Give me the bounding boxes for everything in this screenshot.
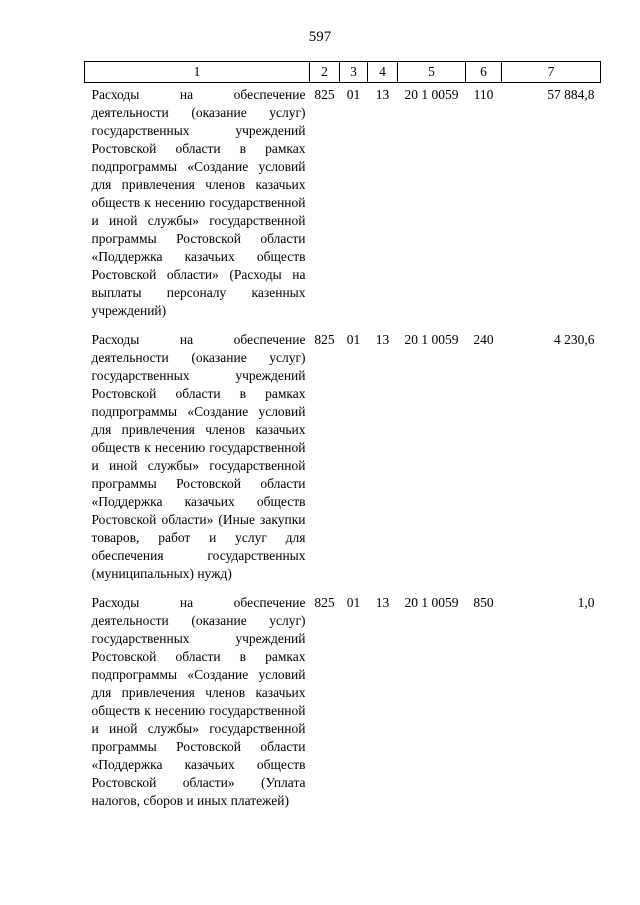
header-column-5: 5 [398, 62, 466, 83]
row-expense-type: 110 [473, 87, 494, 102]
page-number: 597 [308, 29, 332, 45]
table-row [85, 591, 601, 818]
row-section-code: 01 [346, 87, 361, 102]
row-expense-type: 850 [473, 595, 494, 610]
table-header-row [85, 62, 601, 83]
table-row [85, 328, 601, 591]
row-subsection-code: 13 [375, 595, 390, 610]
row-description: Расходы на обеспечение деятельности (оказание услуг) государственных учреждений Ростовской области в рамках подпрограммы «Создание условий для привлечения членов казачьих обществ к несению государственной и иной службы» государственной программы Ростовской области «Поддержка казачьих обществ Ростовской области» (Иные закупки товаров, работ и услуг для обеспечения государственных (муниципальных) нужд) [91, 332, 306, 581]
budget-table [84, 61, 601, 818]
row-ministry-code: 825 [314, 332, 335, 347]
row-ministry-code: 825 [314, 595, 335, 610]
header-column-3: 3 [340, 62, 368, 83]
header-column-1: 1 [85, 62, 310, 83]
row-target-article: 20 1 0059 [404, 595, 459, 610]
header-column-4: 4 [368, 62, 398, 83]
table-row [85, 83, 601, 329]
row-subsection-code: 13 [375, 332, 390, 347]
row-section-code: 01 [346, 332, 361, 347]
row-amount: 57 884,8 [547, 87, 595, 102]
row-description: Расходы на обеспечение деятельности (оказание услуг) государственных учреждений Ростовской области в рамках подпрограммы «Создание условий для привлечения членов казачьих обществ к несению государственной и иной службы» государственной программы Ростовской области «Поддержка казачьих обществ Ростовской области» (Расходы на выплаты персоналу казенных учреждений) [91, 87, 306, 318]
row-subsection-code: 13 [375, 87, 390, 102]
row-target-article: 20 1 0059 [404, 332, 459, 347]
row-target-article: 20 1 0059 [404, 87, 459, 102]
row-expense-type: 240 [473, 332, 494, 347]
row-amount: 4 230,6 [554, 332, 595, 347]
header-column-6: 6 [466, 62, 502, 83]
row-amount: 1,0 [577, 595, 595, 610]
row-description: Расходы на обеспечение деятельности (оказание услуг) государственных учреждений Ростовской области в рамках подпрограммы «Создание условий для привлечения членов казачьих обществ к несению государственной и иной службы» государственной программы Ростовской области «Поддержка казачьих обществ Ростовской области» (Уплата налогов, сборов и иных платежей) [91, 595, 306, 808]
row-ministry-code: 825 [314, 87, 335, 102]
header-column-7: 7 [502, 62, 601, 83]
header-column-2: 2 [310, 62, 340, 83]
row-section-code: 01 [346, 595, 361, 610]
